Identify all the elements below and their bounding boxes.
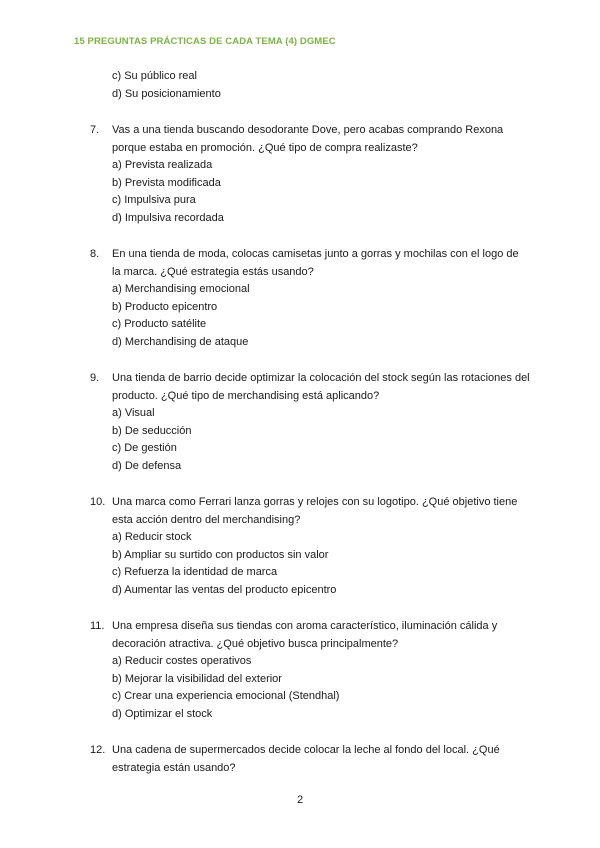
question-text: 10. Una marca como Ferrari lanza gorras y relojes con su logotipo. ¿Qué objetivo tiene esta acción dentro del merchandising? [90, 496, 518, 526]
page-header-title: 15 PREGUNTAS PRÁCTICAS DE CADA TEMA (4) DGMEC [74, 36, 336, 47]
option-a: a) Merchandising emocional [112, 283, 250, 295]
question-number: 11. [90, 620, 105, 632]
question-number: 7. [90, 124, 100, 136]
option: d) Su posicionamiento [112, 87, 221, 100]
option-c: c) Crear una experiencia emocional (Stendhal) [112, 690, 340, 702]
option-c: c) Impulsiva pura [112, 194, 196, 206]
question-text: 9. Una tienda de barrio decide optimizar la colocación del stock según las rotaciones del producto. ¿Qué tipo de merchandising está aplicando? [90, 372, 530, 402]
option-a: a) Prevista realizada [112, 159, 213, 171]
question-11 [90, 618, 530, 723]
option: c) Su público real [112, 70, 197, 82]
option-d: d) Impulsiva recordada [112, 211, 224, 224]
question-text: 11. Una empresa diseña sus tiendas con aroma característico, iluminación cálida y decoración atractiva. ¿Qué objetivo busca principalmente? [90, 620, 498, 650]
option-c: c) De gestión [112, 442, 177, 454]
option-c: c) Refuerza la identidad de marca [112, 566, 278, 578]
question-text: 7. Vas a una tienda buscando desodorante Dove, pero acabas comprando Rexona porque estaba en promoción. ¿Qué tipo de compra realizaste? [90, 124, 504, 154]
question-number: 12. [90, 744, 106, 756]
option-c: c) Producto satélite [112, 318, 207, 330]
question-number: 10. [90, 496, 106, 508]
question-9 [90, 370, 530, 475]
option-a: a) Reducir costes operativos [112, 655, 252, 667]
question-8 [90, 246, 530, 351]
option-b: b) Ampliar su surtido con productos sin valor [112, 548, 329, 561]
option-b: b) Mejorar la visibilidad del exterior [112, 672, 282, 685]
option-a: a) Visual [112, 407, 155, 419]
question-text: 8. En una tienda de moda, colocas camisetas junto a gorras y mochilas con el logo de la marca. ¿Qué estrategia estás usando? [90, 248, 519, 278]
option-d: d) Merchandising de ataque [112, 335, 249, 348]
option-d: d) Aumentar las ventas del producto epicentro [112, 583, 337, 596]
option-d: d) De defensa [112, 459, 182, 472]
option-b: b) Producto epicentro [112, 300, 218, 313]
option-b: b) Prevista modificada [112, 176, 221, 189]
question-10 [90, 494, 530, 599]
question-text: 12. Una cadena de supermercados decide colocar la leche al fondo del local. ¿Qué estrategia están usando? [90, 744, 500, 774]
question-7 [90, 122, 530, 227]
question-list [90, 68, 530, 777]
option-a: a) Reducir stock [112, 531, 192, 543]
continuation-options [90, 68, 530, 103]
option-d: d) Optimizar el stock [112, 707, 213, 720]
question-number: 8. [90, 248, 100, 260]
question-12 [90, 742, 530, 777]
option-b: b) De seducción [112, 424, 192, 437]
question-number: 9. [90, 372, 100, 384]
page-number: 2 [296, 794, 304, 806]
